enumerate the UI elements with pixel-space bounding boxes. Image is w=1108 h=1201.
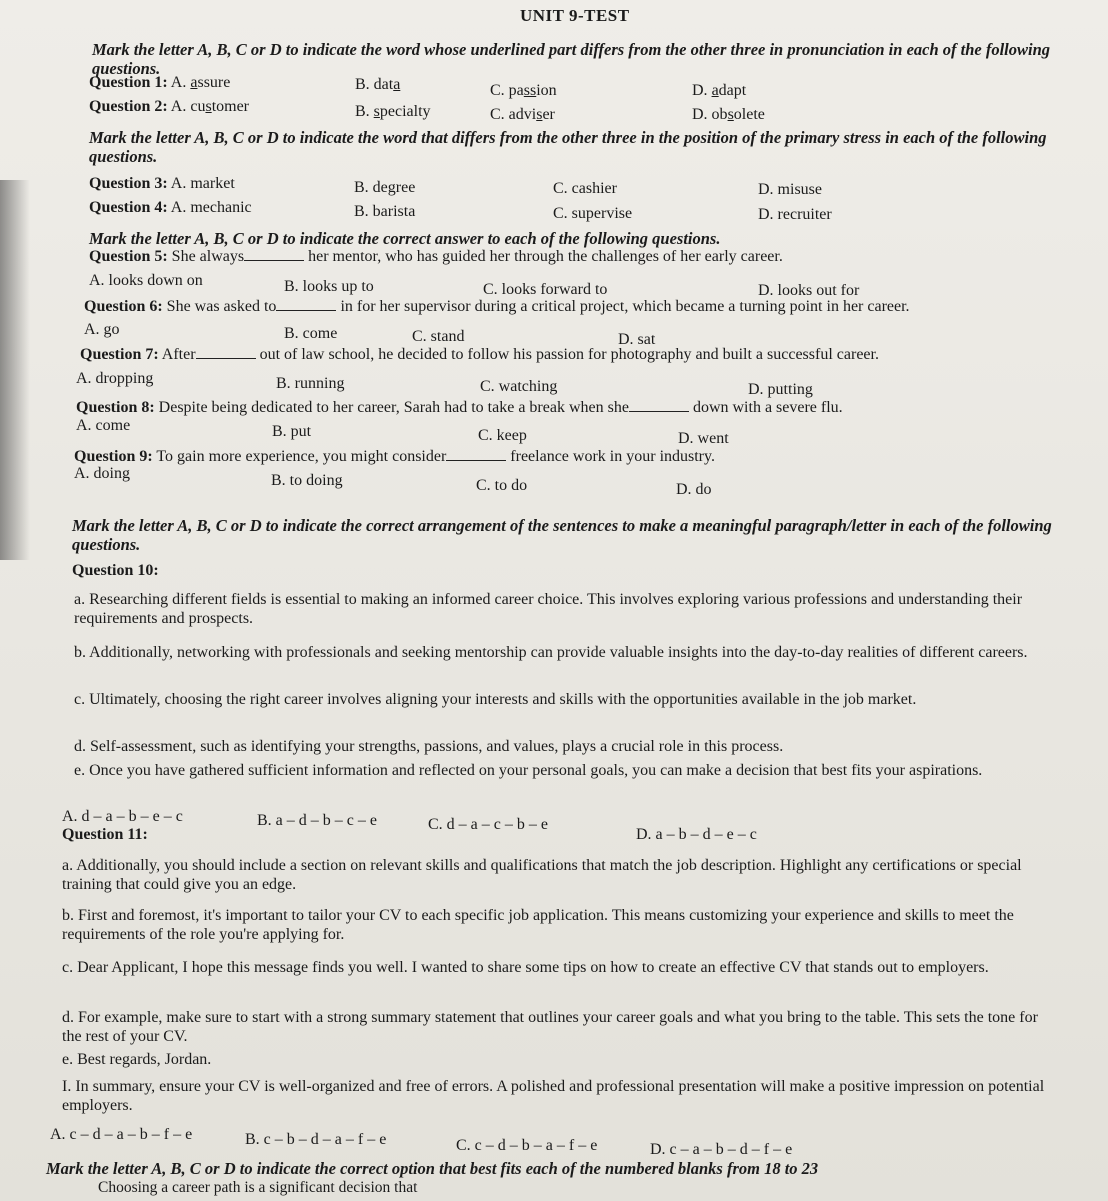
q6-option-b[interactable]: B. come	[284, 325, 338, 342]
q10-option-d[interactable]: D. a – b – d – e – c	[636, 826, 757, 843]
q5-option-b[interactable]: B. looks up to	[284, 278, 374, 295]
q3-option-d[interactable]: D. misuse	[758, 181, 822, 198]
q7-option-c[interactable]: C. watching	[480, 378, 558, 395]
q9-blank[interactable]	[446, 448, 506, 461]
q10-option-c[interactable]: C. d – a – c – b – e	[428, 816, 548, 833]
instruction-correct-answer: Mark the letter A, B, C or D to indicate the correct answer to each of the following questions.	[89, 229, 721, 248]
instruction-stress: Mark the letter A, B, C or D to indicate the word that differs from the other three in the position of the primary stress in each of the following questions.	[89, 128, 1047, 166]
q8-option-d[interactable]: D. went	[678, 430, 729, 447]
q5-option-a[interactable]: A. looks down on	[89, 272, 203, 289]
page-edge-shadow	[0, 180, 30, 560]
q10-option-a[interactable]: A. d – a – b – e – c	[62, 808, 183, 825]
question-6: Question 6: She was asked to in for her supervisor during a critical project, which became a turning point in her career.	[84, 298, 910, 315]
q6-option-c[interactable]: C. stand	[412, 328, 465, 345]
q6-option-d[interactable]: D. sat	[618, 331, 656, 348]
q1-option-b[interactable]: B. data	[355, 76, 401, 93]
q9-option-c[interactable]: C. to do	[476, 477, 528, 494]
q7-blank[interactable]	[196, 346, 256, 359]
q11-sentence-c: c. Dear Applicant, I hope this message finds you well. I wanted to share some tips on how to create an effective CV that stands out to employers.	[62, 959, 989, 976]
q2-option-d[interactable]: D. obsolete	[692, 106, 765, 123]
q6-option-a[interactable]: A. go	[84, 321, 120, 338]
q9-option-d[interactable]: D. do	[676, 481, 712, 498]
q8-option-c[interactable]: C. keep	[478, 427, 527, 444]
q11-sentence-e: e. Best regards, Jordan.	[62, 1051, 212, 1068]
q4-option-b[interactable]: B. barista	[354, 203, 416, 220]
q2-option-c[interactable]: C. adviser	[490, 106, 555, 123]
q10-option-b[interactable]: B. a – d – b – c – e	[257, 812, 377, 829]
q3-option-c[interactable]: C. cashier	[553, 180, 617, 197]
q4-option-d[interactable]: D. recruiter	[758, 206, 832, 223]
q11-option-d[interactable]: D. c – a – b – d – f – e	[650, 1141, 793, 1158]
q11-sentence-f: I. In summary, ensure your CV is well-organized and free of errors. A polished and professional presentation will make a positive impression on potential employers.	[62, 1078, 1045, 1114]
q7-option-d[interactable]: D. putting	[748, 381, 813, 398]
q10-sentence-c: c. Ultimately, choosing the right career involves aligning your interests and skills with the opportunities available in the job market.	[74, 691, 917, 708]
q7-option-b[interactable]: B. running	[276, 375, 345, 392]
instruction-arrangement: Mark the letter A, B, C or D to indicate the correct arrangement of the sentences to make a meaningful paragraph/letter in each of the following questions.	[72, 516, 1052, 554]
page-title: UNIT 9-TEST	[520, 6, 630, 25]
q5-option-c[interactable]: C. looks forward to	[483, 281, 608, 298]
q5-blank[interactable]	[244, 248, 304, 261]
q8-option-a[interactable]: A. come	[76, 417, 131, 434]
q11-option-c[interactable]: C. c – d – b – a – f – e	[456, 1137, 598, 1154]
instruction-cloze: Mark the letter A, B, C or D to indicate the correct option that best fits each of the numbered blanks from 18 to 23	[46, 1159, 819, 1178]
q11-sentence-a: a. Additionally, you should include a section on relevant skills and qualifications that match the job description. Highlight any certifications or special training that could give you an edge.	[62, 857, 1022, 893]
q10-sentence-d: d. Self-assessment, such as identifying your strengths, passions, and values, plays a crucial role in this process.	[74, 738, 784, 755]
question-9: Question 9: To gain more experience, you might consider freelance work in your industry.	[74, 448, 715, 465]
question-10-label: Question 10:	[72, 562, 159, 579]
q8-blank[interactable]	[629, 399, 689, 412]
q4-option-c[interactable]: C. supervise	[553, 205, 633, 222]
q5-option-d[interactable]: D. looks out for	[758, 282, 860, 299]
q11-sentence-d: d. For example, make sure to start with a strong summary statement that outlines your career goals and what you bring to the table. This sets the tone for the rest of your CV.	[62, 1009, 1038, 1045]
q7-option-a[interactable]: A. dropping	[76, 370, 154, 387]
q10-sentence-b: b. Additionally, networking with professionals and seeking mentorship can provide valuable insights into the day-to-day realities of different careers.	[74, 644, 1028, 661]
q10-sentence-a: a. Researching different fields is essential to making an informed career choice. This involves exploring various professions and understanding their requirements and prospects.	[74, 591, 1023, 627]
q2-option-b[interactable]: B. specialty	[355, 103, 431, 120]
question-4: Question 4: A. mechanic	[89, 199, 252, 216]
q1-option-c[interactable]: C. passion	[490, 82, 557, 99]
q6-blank[interactable]	[276, 298, 336, 311]
q9-option-b[interactable]: B. to doing	[271, 472, 343, 489]
q11-sentence-b: b. First and foremost, it's important to tailor your CV to each specific job application. This means customizing your experience and skills to meet the requirements of the role you're applying for.	[62, 907, 1014, 943]
q11-option-b[interactable]: B. c – b – d – a – f – e	[245, 1131, 387, 1148]
question-8: Question 8: Despite being dedicated to her career, Sarah had to take a break when she down with a severe flu.	[76, 399, 843, 416]
q1-option-d[interactable]: D. adapt	[692, 82, 747, 99]
question-3: Question 3: A. market	[89, 175, 235, 192]
q8-option-b[interactable]: B. put	[272, 423, 312, 440]
cloze-passage-start: Choosing a career path is a significant decision that	[98, 1179, 418, 1196]
q9-option-a[interactable]: A. doing	[74, 465, 130, 482]
question-1: Question 1: A. assure	[89, 74, 231, 91]
question-11-label: Question 11:	[62, 826, 148, 843]
q11-option-a[interactable]: A. c – d – a – b – f – e	[50, 1126, 193, 1143]
instruction-pronunciation: Mark the letter A, B, C or D to indicate the word whose underlined part differs from the other three in pronunciation in each of the following questions.	[92, 40, 1051, 78]
question-2: Question 2: A. customer	[89, 98, 250, 115]
q10-sentence-e: e. Once you have gathered sufficient information and reflected on your personal goals, you can make a decision that best fits your aspirations.	[74, 762, 983, 779]
q3-option-b[interactable]: B. degree	[354, 179, 416, 196]
question-5: Question 5: She always her mentor, who has guided her through the challenges of her early career.	[89, 248, 783, 265]
question-7: Question 7: After out of law school, he decided to follow his passion for photography and built a successful career.	[80, 346, 879, 363]
